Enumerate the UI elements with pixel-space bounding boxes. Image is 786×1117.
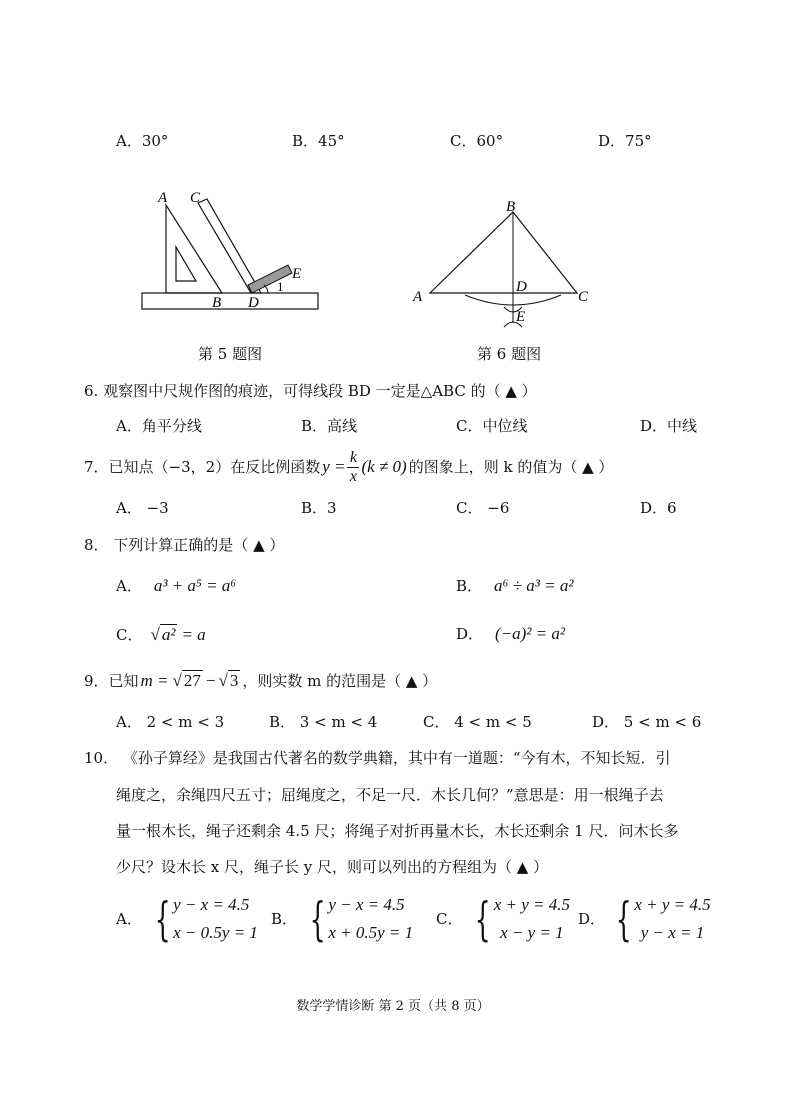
q10-line-2: 绳度之，余绳四尺五寸；屈绳度之，不足一尺．木长几何？”意思是：用一根绳子去 (116, 786, 664, 804)
q8-c-radicand: a² (161, 625, 176, 644)
fig5-label-1: 1 (277, 279, 284, 294)
q7-fn-y: y = (322, 457, 346, 476)
fig6-caption: 第 6 题图 (477, 345, 542, 363)
q6-option-c: C．中位线 (456, 417, 528, 435)
q7-option-c: C． −6 (456, 499, 510, 517)
q10-a-system (148, 891, 258, 947)
q8-d-label: D． (456, 625, 484, 643)
q7-frac-num: k (349, 448, 358, 466)
q10-a-eq1: y − x = 4.5 (173, 895, 250, 914)
q8-option-d (456, 624, 565, 644)
q6-option-a: A．角平分线 (116, 417, 202, 435)
q7-stem (84, 448, 613, 486)
q10-c-label: C． (436, 910, 463, 928)
q10-c-eq1: x + y = 4.5 (493, 895, 571, 914)
fig5-set-square (166, 205, 222, 293)
q10-c-eq2: x − y = 1 (500, 923, 564, 942)
q10-b-equations (328, 891, 413, 947)
q10-line-1: 10． 《孙子算经》是我国古代著名的数学典籍，其中有一道题：“今有木，不知长短．引 (84, 749, 671, 767)
q10-a-equations (173, 891, 258, 947)
q10-a-eq2: x − 0.5y = 1 (173, 923, 258, 942)
fig6-label-b: B (506, 199, 516, 215)
q7-option-a: A． −3 (116, 499, 169, 517)
fig6-label-d: D (516, 279, 527, 295)
q9-prefix: 9．已知 (84, 671, 139, 690)
q5-option-a: A．30° (116, 132, 169, 150)
fig5-gray-ruler (248, 265, 292, 293)
figure-6 (405, 195, 605, 335)
q7-fraction (347, 449, 359, 486)
q9-minus: − (205, 670, 216, 690)
figure-5 (130, 185, 330, 320)
fig5-slanted-ruler (198, 199, 261, 293)
q10-d-brace: { (615, 892, 632, 946)
q9-radicand-1: 27 (183, 671, 201, 690)
fig6-label-e: E (516, 309, 526, 325)
q10-d-system (609, 891, 711, 947)
q7-option-b: B．3 (301, 499, 337, 517)
q10-b-eq1: y − x = 4.5 (328, 895, 405, 914)
page-footer: 数学学情诊断 第 2 页（共 8 页） (296, 999, 490, 1014)
q10-b-brace: { (309, 892, 326, 946)
q9-m-eq: m = (140, 670, 169, 690)
q10-option-b (271, 890, 413, 948)
q8-b-label: B． (456, 577, 483, 595)
q10-b-eq2: x + 0.5y = 1 (328, 923, 414, 942)
q10-option-d (578, 890, 711, 948)
q10-b-system (303, 891, 413, 947)
q8-a-label: A． (116, 577, 142, 595)
fig5-set-square-inner (176, 247, 196, 281)
q10-d-label: D． (578, 910, 606, 928)
q5-option-d: D．75° (598, 132, 652, 150)
fig5-ruler (142, 293, 318, 309)
q10-c-system (468, 891, 570, 947)
q8-c-label: C． (116, 625, 143, 644)
q9-radicand-2: 3 (229, 671, 239, 690)
q9-option-c: C． 4 < m < 5 (423, 713, 532, 731)
q6-stem: 6. 观察图中尺规作图的痕迹，可得线段 BD 一定是△ABC 的（ ▲ ） (84, 382, 537, 400)
q5-option-b: B．45° (292, 132, 345, 150)
q7-suffix: 的图象上，则 k 的值为（ ▲ ） (408, 458, 614, 476)
q10-option-a (116, 890, 258, 948)
fig6-label-c: C (578, 289, 589, 305)
q7-frac-den: x (349, 467, 358, 485)
q10-a-label: A． (116, 910, 142, 928)
fig5-label-b: B (212, 295, 222, 311)
fig5-caption: 第 5 题图 (198, 345, 263, 363)
q8-c-rest: = a (181, 624, 206, 644)
q6-option-b: B．高线 (301, 417, 358, 435)
q9-sqrt-sign-1: √ (172, 670, 182, 690)
q10-d-equations (634, 891, 710, 947)
fig5-label-a: A (158, 190, 168, 206)
q9-option-d: D． 5 < m < 6 (592, 713, 702, 731)
q10-d-eq1: x + y = 4.5 (634, 895, 711, 914)
q5-option-c: C．60° (450, 132, 504, 150)
q9-option-b: B． 3 < m < 4 (269, 713, 378, 731)
q10-b-label: B． (271, 910, 298, 928)
q10-option-c (436, 890, 570, 948)
q9-suffix: ，则实数 m 的范围是（ ▲ ） (242, 671, 438, 690)
q8-stem: 8． 下列计算正确的是（ ▲ ） (84, 536, 285, 554)
fig6-triangle (430, 212, 577, 293)
q9-stem (84, 670, 437, 691)
q10-d-eq2: y − x = 1 (640, 923, 705, 942)
q8-b-expr: a⁶ ÷ a³ = a² (494, 576, 574, 595)
fig5-label-d: D (248, 295, 259, 311)
q8-option-b (456, 576, 573, 596)
fig5-label-e: E (292, 266, 302, 282)
q7-cond: (k ≠ 0) (361, 457, 407, 476)
q8-d-expr: (−a)² = a² (495, 624, 565, 643)
q10-line-3: 量一根木长，绳子还剩余 4.5 尺；将绳子对折再量木长，木长还剩余 1 尺．问木长多 (116, 822, 679, 840)
q7-prefix: 7．已知点（−3，2）在反比例函数 (84, 458, 321, 476)
q9-option-a: A． 2 < m < 3 (116, 713, 225, 731)
q9-sqrt-sign-2: √ (218, 670, 228, 690)
fig5-label-c: C (190, 190, 201, 206)
q10-c-equations (494, 891, 570, 947)
q8-option-a (116, 576, 236, 596)
q8-a-expr: a³ + a⁵ = a⁶ (153, 576, 237, 595)
q10-c-brace: { (475, 892, 492, 946)
q7-option-d: D．6 (640, 499, 677, 517)
fig6-label-a: A (413, 289, 423, 305)
q10-a-brace: { (154, 892, 171, 946)
q8-option-c (116, 624, 206, 645)
q6-option-d: D．中线 (640, 417, 698, 435)
q8-c-sqrt-sign: √ (150, 624, 160, 644)
q10-line-4: 少尺？设木长 x 尺，绳子长 y 尺，则可以列出的方程组为（ ▲ ） (116, 858, 549, 876)
